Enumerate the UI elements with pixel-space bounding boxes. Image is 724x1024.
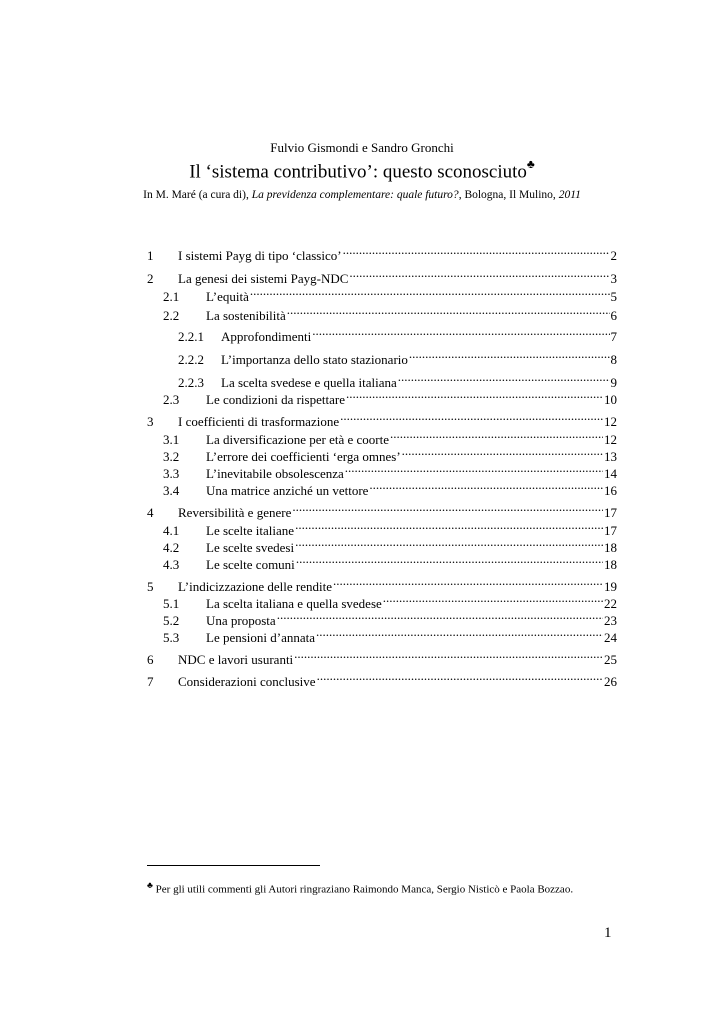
toc-entry-label: Reversibilità e genere <box>178 505 292 520</box>
footnote-mark: ♣ <box>147 880 153 890</box>
toc-entry-leader <box>295 519 603 535</box>
footnote-rule <box>147 865 320 866</box>
toc-entry[interactable] <box>147 501 617 520</box>
toc-entry-page: 10 <box>604 392 617 407</box>
toc-entry-number: 1 <box>147 248 154 263</box>
toc-entry-label: La scelta italiana e quella svedese <box>206 596 382 611</box>
toc-entry[interactable] <box>147 371 617 390</box>
toc-entry-label: La sostenibilità <box>206 308 286 323</box>
toc-entry[interactable] <box>147 388 617 407</box>
toc-entry-leader <box>294 648 603 664</box>
toc-entry-label: Le scelte italiane <box>206 523 295 538</box>
toc-entry[interactable] <box>147 445 617 464</box>
toc-entry-leader <box>296 553 603 569</box>
authors: Fulvio Gismondi e Sandro Gronchi <box>270 140 454 155</box>
title-footnote-mark[interactable]: ♣ <box>526 157 535 171</box>
toc-entry-leader <box>340 410 603 426</box>
toc-entry-number: 7 <box>147 674 154 689</box>
toc-entry[interactable] <box>147 592 617 611</box>
toc-entry-page: 18 <box>604 540 617 555</box>
toc-entry-number: 2.2.1 <box>178 329 204 344</box>
toc-entry-label: I sistemi Payg di tipo ‘classico’ <box>178 248 342 263</box>
toc-entry[interactable] <box>147 244 617 263</box>
toc-entry[interactable] <box>147 575 617 594</box>
toc-entry-leader <box>343 244 610 260</box>
toc-entry-label: Considerazioni conclusive <box>178 674 316 689</box>
toc-entry-leader <box>398 371 610 387</box>
toc-entry-label: I coefficienti di trasformazione <box>178 414 340 429</box>
toc-entry-number: 3.1 <box>163 432 180 447</box>
toc-entry-page: 2 <box>610 248 617 263</box>
toc-entry-leader <box>345 462 603 478</box>
toc-entry[interactable] <box>147 648 617 667</box>
toc-entry-label: Le scelte comuni <box>206 557 295 572</box>
source-prefix: In M. Maré (a cura di), <box>143 189 252 201</box>
toc-entry-page: 5 <box>610 289 617 304</box>
toc-entry-label: L’inevitabile obsolescenza <box>206 466 344 481</box>
toc-entry[interactable] <box>147 285 617 304</box>
toc-entry-leader <box>250 285 610 301</box>
toc-entry-number: 3.3 <box>163 466 180 481</box>
toc-entry-page: 17 <box>604 523 617 538</box>
title-text: Il ‘sistema contributivo’: questo sconosciuto <box>189 161 527 183</box>
toc-entry[interactable] <box>147 267 617 286</box>
toc-entry-page: 8 <box>610 352 617 367</box>
toc-entry-number: 2.2.3 <box>178 375 204 390</box>
toc-entry-number: 2.2.2 <box>178 352 204 367</box>
toc-entry[interactable] <box>147 462 617 481</box>
toc-entry-number: 5.1 <box>163 596 180 611</box>
toc-entry-number: 4.3 <box>163 557 180 572</box>
toc-entry-number: 2.2 <box>163 308 180 323</box>
page-number: 1 <box>604 925 612 941</box>
toc-entry-page: 16 <box>604 483 617 498</box>
toc-entry-number: 5.2 <box>163 613 180 628</box>
toc-entry-page: 6 <box>610 308 617 323</box>
toc-entry-number: 2 <box>147 271 154 286</box>
toc-entry-number: 4.1 <box>163 523 180 538</box>
toc-entry[interactable] <box>147 410 617 429</box>
toc-entry-label: Le pensioni d’annata <box>206 630 316 645</box>
source-year: 2011 <box>558 189 581 201</box>
toc-entry-label: La diversificazione per età e coorte <box>206 432 389 447</box>
toc-entry-label: Approfondimenti <box>221 329 312 344</box>
toc-entry-number: 4 <box>147 505 154 520</box>
toc-entry-leader <box>369 479 603 495</box>
toc-entry-page: 22 <box>604 596 617 611</box>
footnote <box>147 880 573 896</box>
toc-entry-leader <box>295 536 603 552</box>
toc-entry[interactable] <box>147 479 617 498</box>
source-book: La previdenza complementare: quale futuro? <box>251 189 459 201</box>
toc-entry-leader <box>277 609 603 625</box>
toc-entry-number: 3.2 <box>163 449 180 464</box>
toc-entry[interactable] <box>147 670 617 689</box>
toc-entry-number: 3.4 <box>163 483 180 498</box>
toc-entry-leader <box>292 501 603 517</box>
toc-entry-label: La scelta svedese e quella italiana <box>221 375 397 390</box>
page-title <box>0 159 724 183</box>
toc-entry-label: L’indicizzazione delle rendite <box>178 579 333 594</box>
toc-entry-page: 7 <box>610 329 617 344</box>
toc-entry-page: 24 <box>604 630 617 645</box>
toc-entry-leader <box>333 575 603 591</box>
toc-entry-page: 9 <box>610 375 617 390</box>
toc-entry-leader <box>390 428 603 444</box>
toc-entry-number: 3 <box>147 414 154 429</box>
toc-entry-page: 17 <box>604 505 617 520</box>
toc-entry-page: 19 <box>604 579 617 594</box>
toc-entry-number: 5.3 <box>163 630 180 645</box>
toc-entry-number: 5 <box>147 579 154 594</box>
toc-entry-leader <box>312 325 609 341</box>
toc-entry-page: 14 <box>604 466 617 481</box>
toc-entry[interactable] <box>147 519 617 538</box>
source-publisher: , Bologna, Il Mulino, <box>458 189 559 201</box>
toc-entry-page: 12 <box>604 414 617 429</box>
toc-entry[interactable] <box>147 428 617 447</box>
toc-entry[interactable] <box>147 348 617 367</box>
toc-entry-label: Una matrice anziché un vettore <box>206 483 369 498</box>
toc-entry-leader <box>402 445 603 461</box>
toc-entry-page: 13 <box>604 449 617 464</box>
toc-entry-label: La genesi dei sistemi Payg-NDC <box>178 271 349 286</box>
toc-entry-page: 23 <box>604 613 617 628</box>
toc-entry-page: 25 <box>604 652 617 667</box>
toc-entry-leader <box>316 626 603 642</box>
toc-entry-label: Le condizioni da rispettare <box>206 392 345 407</box>
toc-entry[interactable] <box>147 609 617 628</box>
toc-entry-leader <box>317 670 603 686</box>
source-citation <box>0 189 724 201</box>
toc-entry-page: 12 <box>604 432 617 447</box>
toc-entry[interactable] <box>147 325 617 344</box>
toc-entry-leader <box>346 388 603 404</box>
toc-entry[interactable] <box>147 304 617 323</box>
toc-entry-page: 3 <box>610 271 617 286</box>
toc-entry-label: NDC e lavori usuranti <box>178 652 294 667</box>
toc-entry-number: 2.1 <box>163 289 180 304</box>
toc-entry-number: 4.2 <box>163 540 180 555</box>
toc-entry-label: L’importanza dello stato stazionario <box>221 352 408 367</box>
toc-entry-label: Le scelte svedesi <box>206 540 295 555</box>
toc-entry[interactable] <box>147 536 617 555</box>
toc-entry-leader <box>349 267 609 283</box>
toc-entry[interactable] <box>147 626 617 645</box>
toc-entry-label: L’errore dei coefficienti ‘erga omnes’ <box>206 449 401 464</box>
toc-entry-leader <box>287 304 610 320</box>
toc-entry-leader <box>409 348 610 364</box>
toc-entry-number: 2.3 <box>163 392 180 407</box>
toc-entry-number: 6 <box>147 652 154 667</box>
toc-entry[interactable] <box>147 553 617 572</box>
toc-entry-label: Una proposta <box>206 613 276 628</box>
toc-entry-page: 18 <box>604 557 617 572</box>
toc-entry-leader <box>383 592 603 608</box>
toc-entry-page: 26 <box>604 674 617 689</box>
footnote-text: Per gli utili commenti gli Autori ringraziano Raimondo Manca, Sergio Nisticò e Paola Bozzao. <box>152 883 574 896</box>
toc-entry-label: L’equità <box>206 289 249 304</box>
